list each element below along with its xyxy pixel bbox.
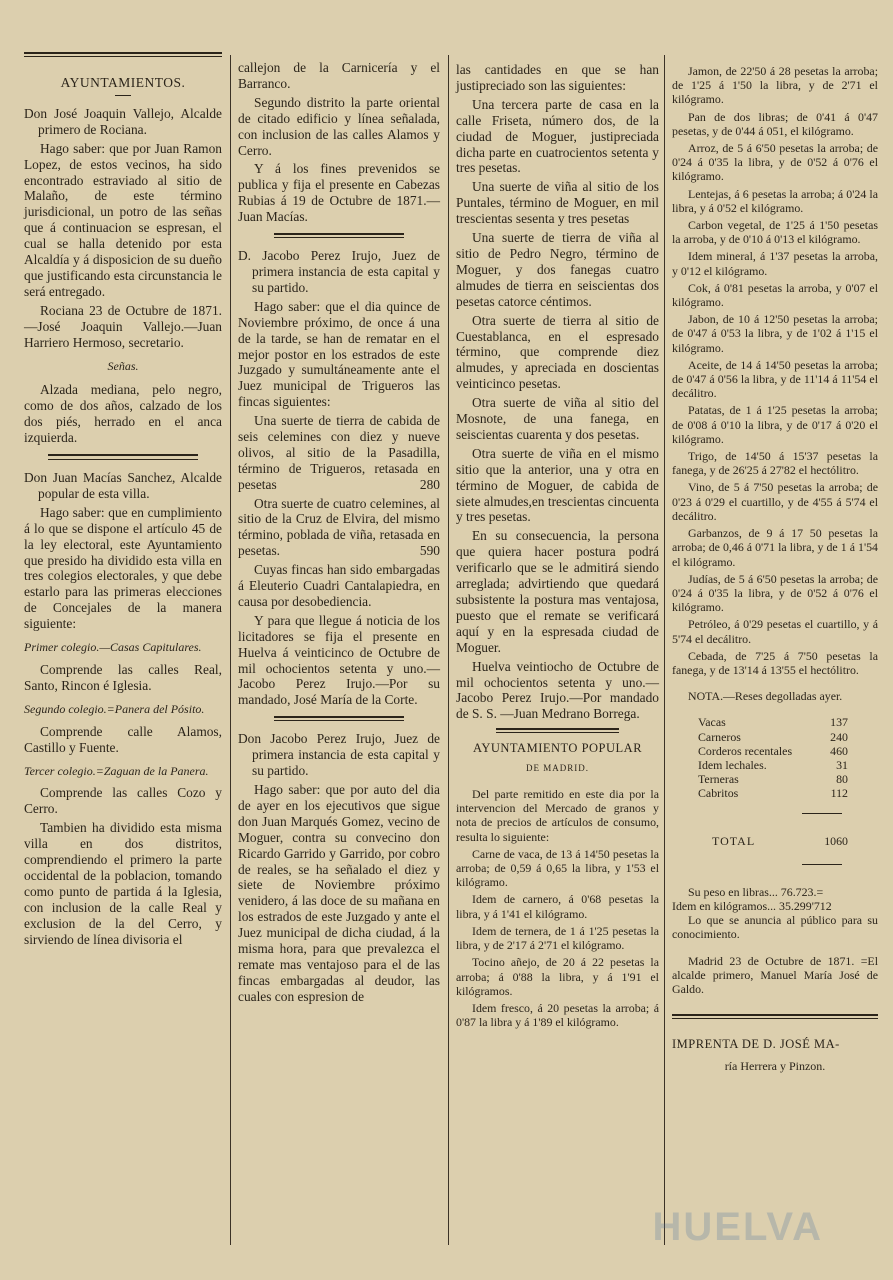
college-text: Comprende las calles Cozo y Cerro.	[24, 785, 222, 817]
property-amount: 590	[419, 543, 440, 559]
price-item: Patatas, de 1 á 1'25 pesetas la arroba; de 0'08 á 0'10 la libra, y de 0'17 á 0'20 el kilógramo.	[672, 403, 878, 446]
total-rule	[802, 864, 842, 865]
market-intro: Del parte remitido en este dia por la intervencion del Mercado de granos y nota de precios de artículos de consumo, resulta lo siguiente:	[456, 787, 659, 844]
column-1	[24, 52, 222, 951]
archive-watermark: HUELVA	[652, 1205, 823, 1249]
property-item: Una suerte de tierra de viña al sitio de Pedro Negro, término de Moguer, y dos fanegas cuatro almudes de tierra en seiscientas dos pesetas catorce céntimos.	[456, 230, 659, 309]
property-item: Otra suerte de cuatro celemines, al sitio de la Cruz de Elvira, del mismo término, poblada de viña, retasada en pesetas.	[238, 495, 440, 559]
section-heading: AYUNTAMIENTO POPULAR	[472, 741, 643, 756]
price-item: Trigo, de 14'50 á 15'37 pesetas la fanega, y de 26'25 á 27'82 el hectólitro.	[672, 449, 878, 478]
livestock-row: Corderos recentales 460	[698, 743, 848, 758]
column-3	[456, 62, 659, 1032]
edict-paragraph: Hago saber: que por Juan Ramon Lopez, de estos vecinos, ha sido encontrado estraviado al sitio de Malaño, de este término jurisdicional, un potro de las señas que á continuacion se espresan, el cual se halla detenido por esta Alcaldía y á disposicion de su dueño que justificando esta circunstancia le será entregado.	[24, 140, 222, 299]
edict-signature: Y para que llegue á noticia de los licitadores se fija el presente en Huelva á veinticinco de Octubre de mil ochocientos setenta y uno.—Jacobo Perez Irujo.—Por su mandado, José María de la Corte.	[238, 612, 440, 708]
top-rule	[24, 52, 222, 57]
edict-signature: Madrid 23 de Octubre de 1871. =El alcalde primero, Manuel María José de Galdo.	[672, 953, 878, 996]
price-item: Jamon, de 22'50 á 28 pesetas la arroba; de 1'25 á 1'50 la libra, y de 2'71 el kilógramo.	[672, 64, 878, 107]
edict-paragraph: Cuyas fincas han sido embargadas á Eleuterio Cuadri Cantalapiedra, en causa por desobediencia.	[238, 562, 440, 609]
livestock-row: Vacas 137	[698, 715, 848, 730]
college-text: Comprende calle Alamos, Castillo y Fuente.	[24, 723, 222, 755]
edict-author: Don Juan Macías Sanchez, Alcalde popular de esta villa.	[24, 470, 222, 501]
edict-author: Don Jacobo Perez Irujo, Juez de primera instancia de esta capital y su partido.	[238, 731, 440, 779]
livestock-row: Carneros 240	[698, 729, 848, 744]
edict-signature: Huelva veintiocho de Octubre de mil ochocientos setenta y uno.—Jacobo Perez Irujo.—Por mandado de S. S. —Juan Medrano Borrega.	[456, 658, 659, 722]
edict-paragraph: callejon de la Carnicería y el Barranco.	[238, 60, 440, 91]
price-item: Lentejas, á 6 pesetas la arroba; á 0'24 la libra, y á 0'52 el kilógramo.	[672, 186, 878, 215]
livestock-row: Idem lechales. 31	[698, 757, 848, 772]
section-heading: AYUNTAMIENTOS.	[60, 75, 186, 90]
college-label: Segundo colegio.=Panera del Pósito.	[24, 701, 205, 716]
property-item: Otra suerte de tierra al sitio de Cuestablanca, en el espresado término, que comprende diez almudes, y apreciada en doscientas veinticinco pesetas.	[456, 312, 659, 392]
edict-paragraph: Alzada mediana, pelo negro, como de dos años, calzado de los dos piés, herrado en el anca izquierda.	[24, 382, 222, 446]
price-item: Garbanzos, de 9 á 17 50 pesetas la arroba; de 0,46 á 0'71 la libra, y de 1 á 1'54 el kilógramo.	[672, 526, 878, 569]
price-item: Cok, á 0'81 pesetas la arroba, y 0'07 el kilógramo.	[672, 280, 878, 310]
livestock-total: TOTAL 1060	[712, 833, 848, 848]
weight-line: Idem en kilógramos... 35.299'712	[672, 898, 832, 913]
edict-paragraph: En su consecuencia, la persona que quiera hacer postura podrá verificarlo que se le admitirá siendo arreglada; advirtiendo que quedará subsistente la postura mas ventajosa, puesto que el remate se verificará aquí y en la espresada ciudad de Moguer.	[456, 528, 659, 655]
price-item: Idem de carnero, á 0'68 pesetas la libra, y á 1'41 el kilógramo.	[456, 892, 659, 921]
column-4	[672, 64, 878, 1074]
property-item: Una tercera parte de casa en la calle Friseta, número dos, de la ciudad de Moguer, justipreciada dicha parte en cuatrocientos setenta y tres pesetas.	[456, 96, 659, 176]
heading-dash	[115, 95, 131, 96]
printer-line: IMPRENTA DE D. JOSÉ MA-	[672, 1037, 840, 1052]
edict-paragraph: Hago saber: que el dia quince de Noviembre próximo, de once á una de la tarde, se han de rematar en el mejor postor en los estrados de este Juzgado y sumultáneamente ante el Juez municipal de Trigueros las fincas siguientes:	[238, 298, 440, 410]
property-item: Una suerte de viña al sitio de los Puntales, término de Moguer, en mil trescientas sesenta y tres pesetas	[456, 179, 659, 227]
price-item: Idem mineral, á 1'37 pesetas la arroba, y 0'12 el kilógramo.	[672, 249, 878, 278]
price-item: Vino, de 5 á 7'50 pesetas la arroba; de 0'23 á 0'29 el cuartillo, y de 4'55 á 5'74 el decálitro.	[672, 480, 878, 523]
livestock-note: NOTA.—Reses degolladas ayer.	[688, 689, 843, 704]
price-item: Tocino añejo, de 20 á 22 pesetas la arroba; á 0'88 la libra, y á 1'91 el kilógramos.	[456, 955, 659, 998]
column-rule	[230, 55, 231, 1245]
price-item: Idem de ternera, de 1 á 1'25 pesetas la libra, y de 2'17 á 2'71 el kilógramo.	[456, 923, 659, 953]
price-item: Judías, de 5 á 6'50 pesetas la arroba; de 0'24 á 0'35 la libra, y de 0'52 á 0'76 el kilógramo.	[672, 571, 878, 615]
price-item: Cebada, de 7'25 á 7'50 pesetas la fanega, y de 13'14 á 13'55 el hectólitro.	[672, 648, 878, 677]
price-item: Arroz, de 5 á 6'50 pesetas la arroba; de 0'24 á 0'35 la libra, y de 0'52 á 0'76 el kilógramo.	[672, 141, 878, 184]
edict-paragraph: Segundo distrito la parte oriental de citado edificio y línea señalada, con inclusion de las calles Alamos y Cerro.	[238, 94, 440, 158]
price-item: Jabon, de 10 á 12'50 pesetas la arroba; de 0'47 á 0'53 la libra, y de 1'02 á 1'15 el kilógramo.	[672, 312, 878, 355]
separator-rule	[672, 1014, 878, 1019]
section-subheading: DE MADRID.	[526, 763, 589, 774]
column-rule	[448, 55, 449, 1245]
property-item: Otra suerte de viña en el mismo sitio que la anterior, una y otra en término de Moguer, de cabida de siete almudes,en trescientas cincuenta y tres pesetas.	[456, 445, 660, 525]
price-item: Petróleo, á 0'29 pesetas el cuartillo, y á 5'74 el decálitro.	[672, 617, 878, 646]
price-item: Pan de dos libras; de 0'41 á 0'47 pesetas, y de 0'44 á 051, el kilógramo.	[672, 109, 878, 138]
edict-paragraph: Hago saber: que en cumplimiento á lo que se dispone el artículo 45 de la ley electoral, este Ayuntamiento que presido ha dividido esta villa en tres colegios electorales, y que debe estarlo para las primeras elecciones de Concejales de la manera siguiente:	[24, 504, 222, 632]
edict-paragraph: Hago saber: que por auto del dia de ayer en los ejecutivos que sigue don Juan Marqués Gomez, vecino de Moguer, contra su convecino don Ricardo Garrido y Garrido, por cobro de reales, se ha señalado el diez y siete de Noviembre próximo venidero, á las doce de su mañana en los estrados de este Juzgado y ante el Juez municipal de dicha ciudad, á la misma hora, para que prevalezca el remate mas ventajoso para el de las fincas embargadas al deudor, las cuales con espresion de	[238, 781, 440, 1004]
edict-paragraph: las cantidades en que se han justipreciado son las siguientes:	[456, 62, 659, 93]
subheading: Señas.	[107, 358, 139, 373]
announcement: Lo que se anuncia al público para su conocimiento.	[672, 913, 878, 942]
livestock-table	[672, 715, 878, 800]
property-amount: 280	[419, 476, 440, 492]
edict-signature: Y á los fines prevenidos se publica y fija el presente en Cabezas Rubias á 19 de Octubre de 1871.—Juan Macías.	[238, 161, 440, 225]
column-2	[238, 60, 440, 1008]
college-label: Primer colegio.—Casas Capitulares.	[24, 640, 202, 655]
separator-rule	[496, 728, 619, 733]
column-rule	[664, 55, 665, 1245]
price-item: Idem fresco, á 20 pesetas la arroba; á 0'87 la libra y á 1'89 el kilógramo.	[456, 1000, 659, 1030]
livestock-row: Cabritos 112	[698, 786, 848, 801]
college-text: Comprende las calles Real, Santo, Rincon é Iglesia.	[24, 662, 222, 693]
separator-rule	[274, 233, 404, 238]
property-item: Una suerte de tierra de cabida de seis celemines con diez y nueve olivos, al sitio de la Pasadilla, término de Trigueros, retasada en pesetas	[238, 413, 440, 492]
printer-line: ría Herrera y Pinzon.	[724, 1059, 826, 1074]
price-item: Carne de vaca, de 13 á 14'50 pesetas la arroba; de 0,59 á 0,65 la libra, y 1'53 el kilógramo.	[456, 846, 659, 890]
price-item: Carbon vegetal, de 1'25 á 1'50 pesetas la arroba, y de 0'10 á 0'13 el kilógramo.	[672, 218, 878, 247]
price-item: Aceite, de 14 á 14'50 pesetas la arroba; de 0'47 á 0'56 la libra, y de 11'14 á 11'54 el decálitro.	[672, 357, 878, 401]
edict-author: Don José Joaquin Vallejo, Alcalde primero de Rociana.	[24, 105, 222, 137]
edict-signature: Rociana 23 de Octubre de 1871.—José Joaquin Vallejo.—Juan Harriero Hermoso, secretario.	[24, 302, 222, 350]
weight-line: Su peso en libras... 76.723.=	[688, 884, 824, 899]
separator-rule	[274, 716, 404, 721]
property-item: Otra suerte de viña al sitio del Mosnote, de una fanega, en seiscientas cuarenta y dos pesetas.	[456, 395, 659, 442]
edict-paragraph: Tambien ha dividido esta misma villa en dos distritos, comprendiendo el primero la parte occidental de la poblacion, tomando como punto de partida á la Iglesia, con inclusion de la calle Real y exclusion de la del Cerro, y sirviendo de línea divisoria el	[24, 820, 222, 947]
total-rule	[802, 813, 842, 814]
edict-author: D. Jacobo Perez Irujo, Juez de primera instancia de esta capital y su partido.	[238, 248, 440, 295]
separator-rule	[48, 454, 198, 460]
college-label: Tercer colegio.=Zaguan de la Panera.	[24, 763, 209, 778]
livestock-row: Terneras 80	[698, 772, 848, 787]
